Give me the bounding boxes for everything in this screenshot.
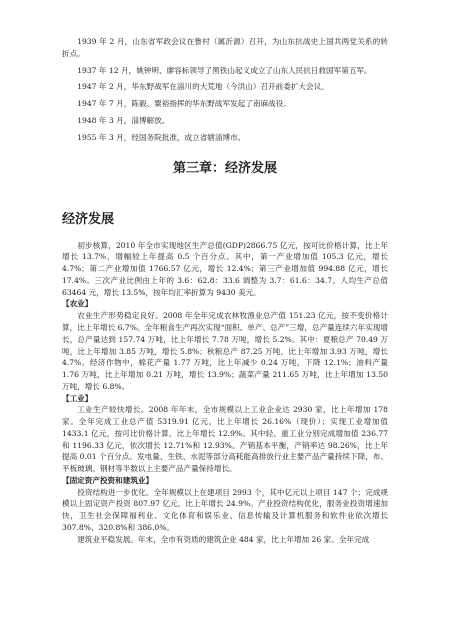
investment-heading: 【固定资产投资和建筑业】 — [62, 475, 154, 485]
history-entry: 1937 年 12 月，姚钟明、廖容标领导了黑铁山起义成立了山东人民抗日救国军第五军。 — [77, 65, 372, 75]
history-timeline — [62, 36, 388, 143]
history-entry: 1947 年 2 月，华东野战军在淄川的大荒地（今洪山）召开前委扩大会议。 — [77, 82, 329, 92]
history-entry: 1955 年 3 月，经国务院批准，成立省辖淄博市。 — [77, 132, 246, 142]
chapter-title: 第三章：经济发展 — [172, 161, 277, 177]
construction-paragraph: 建筑业平稳发展。年末，全市有资质的建筑企业 484 家，比上年增加 26 家。全年完成 — [77, 534, 370, 544]
history-entry: 1948 年 3 月，淄博解放。 — [77, 115, 170, 125]
section-title: 经济发展 — [62, 211, 115, 227]
agriculture-paragraph: 农业生产形势稳定良好。2008 年全年完成农林牧渔业总产值 151.23 亿元，按不变价格计算，比上年增长 6.7%。全年粮食生产再次实现“面积、单产、总产”三增，总产量连续六年实现增长，总产量达到 157.74 万吨，比上年增长 7.78 万吨，增长 5.2%。其中：夏粮总产 70.49 万吨，比上年增加 3.85 万吨，增长 5.8%；秋粮总产 87.25 万吨，比上年增加 3.93 万吨，增长 4.7%。经济作物中，棉花产量 1.77 万吨，比上年减少 0.24 万吨，下降 12.1%；油料产量 1.76 万吨，比上年增加 0.21 万吨，增长 13.9%；蔬菜产量 211.65 万吨，比上年增加 13.50 万吨，增长 6.8%。 — [62, 311, 388, 391]
industry-heading: 【工业】 — [62, 393, 93, 403]
investment-paragraph: 投资结构进一步优化。全年规模以上在建项目 2993 个，其中亿元以上项目 147 个；完成规模以上固定资产投资 807.97 亿元，比上年增长 24.9%。产业投资结构优化，服务业投资增速加快，卫生社会保障福利业、文化体育和娱乐业、信息传输及计算机服务和软件业依次增长 307.8%、320.8%和 386.0%。 — [62, 487, 388, 533]
industry-paragraph: 工业生产较快增长。2008 年年末，全市规模以上工业企业达 2930 家，比上年增加 178 家。全年完成工业总产值 5319.91 亿元，比上年增长 26.16%（现价）；实现工业增加值 1433.1 亿元，按可比价格计算，比上年增长 12.9%。其中轻、重工业分别完成增加值 236.77 和 1196.33 亿元，依次增长 12.71%和 12.93%。产销基本平衡，产销率达 98.26%，比上年提高 0.01 个百分点。发电量、生铁、水泥等部分高耗能高排放行业主要产品产量持续下降，布、平板玻璃、钢材等半数以上主要产品产量保持增长。 — [62, 405, 388, 474]
history-entry: 1947 年 7 月，陈毅、粟裕指挥的华东野战军发起了南麻战役。 — [77, 99, 291, 109]
agriculture-heading: 【农业】 — [62, 299, 93, 309]
overview-paragraph: 初步核算，2010 年全市实现地区生产总值(GDP)2866.75 亿元，按可比价格计算，比上年增长 13.7%，增幅较上年提高 0.5 个百分点。其中，第一产业增加值 105.3 亿元，增长 4.7%；第二产业增加值 1766.57 亿元，增长 12.4%；第三产业增加值 994.88 亿元，增长 17.4%。三次产业比例由上年的 3.6：62.8：33.6 调整为 3.7：61.6：34.7。人均生产总值 63464 元，增长 13.5%，按年均汇率折算为 9430 美元。 — [62, 240, 388, 297]
history-entry: 1939 年 2 月，山东省军政会议在鲁村（属沂源）召开，为山东抗战史上国共两党关系的转折点。 — [62, 37, 388, 58]
